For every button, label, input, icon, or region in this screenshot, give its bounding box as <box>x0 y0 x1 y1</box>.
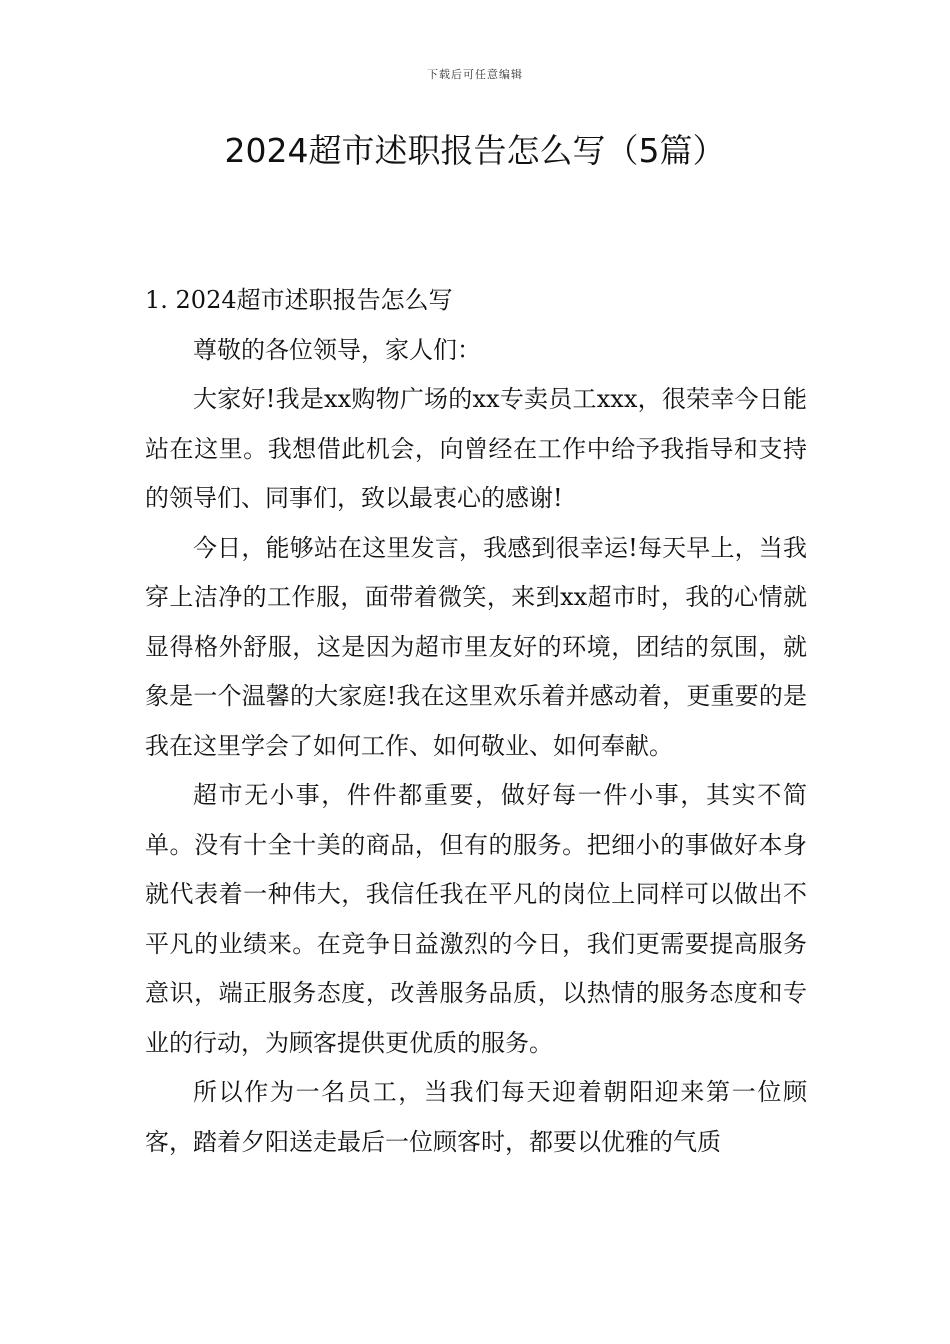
paragraph-salutation: 尊敬的各位领导，家人们： <box>193 335 481 364</box>
paragraph-greeting: 大家好!我是xx购物广场的xx专卖员工xxx，很荣幸今日能站在这里。我想借此机会，向曾经在工作中给予我指导和支持的领导们、同事们，致以最衷心的感谢! <box>145 385 807 512</box>
header-note: 下载后可任意编辑 <box>427 68 523 81</box>
document-title: 2024超市述职报告怎么写（5篇） <box>224 131 726 170</box>
document-body <box>145 276 807 1167</box>
section-heading: 1. 2024超市述职报告怎么写 <box>145 286 453 314</box>
paragraph-feelings: 今日，能够站在这里发言，我感到很幸运!每天早上，当我穿上洁净的工作服，面带着微笑，来到xx超市时，我的心情就显得格外舒服，这是因为超市里友好的环境，团结的氛围，就象是一个温馨的大家庭!我在这里欢乐着并感动着，更重要的是我在这里学会了如何工作、如何敬业、如何奉献。 <box>145 533 807 760</box>
paragraph-conclusion: 所以作为一名员工，当我们每天迎着朝阳迎来第一位顾客，踏着夕阳送走最后一位顾客时，都要以优雅的气质 <box>145 1078 807 1156</box>
paragraph-service: 超市无小事，件件都重要，做好每一件小事，其实不简单。没有十全十美的商品，但有的服务。把细小的事做好本身就代表着一种伟大，我信任我在平凡的岗位上同样可以做出不平凡的业绩来。在竞争日益激烈的今日，我们更需要提高服务意识，端正服务态度，改善服务品质，以热情的服务态度和专业的行动，为顾客提供更优质的服务。 <box>145 781 807 1057</box>
